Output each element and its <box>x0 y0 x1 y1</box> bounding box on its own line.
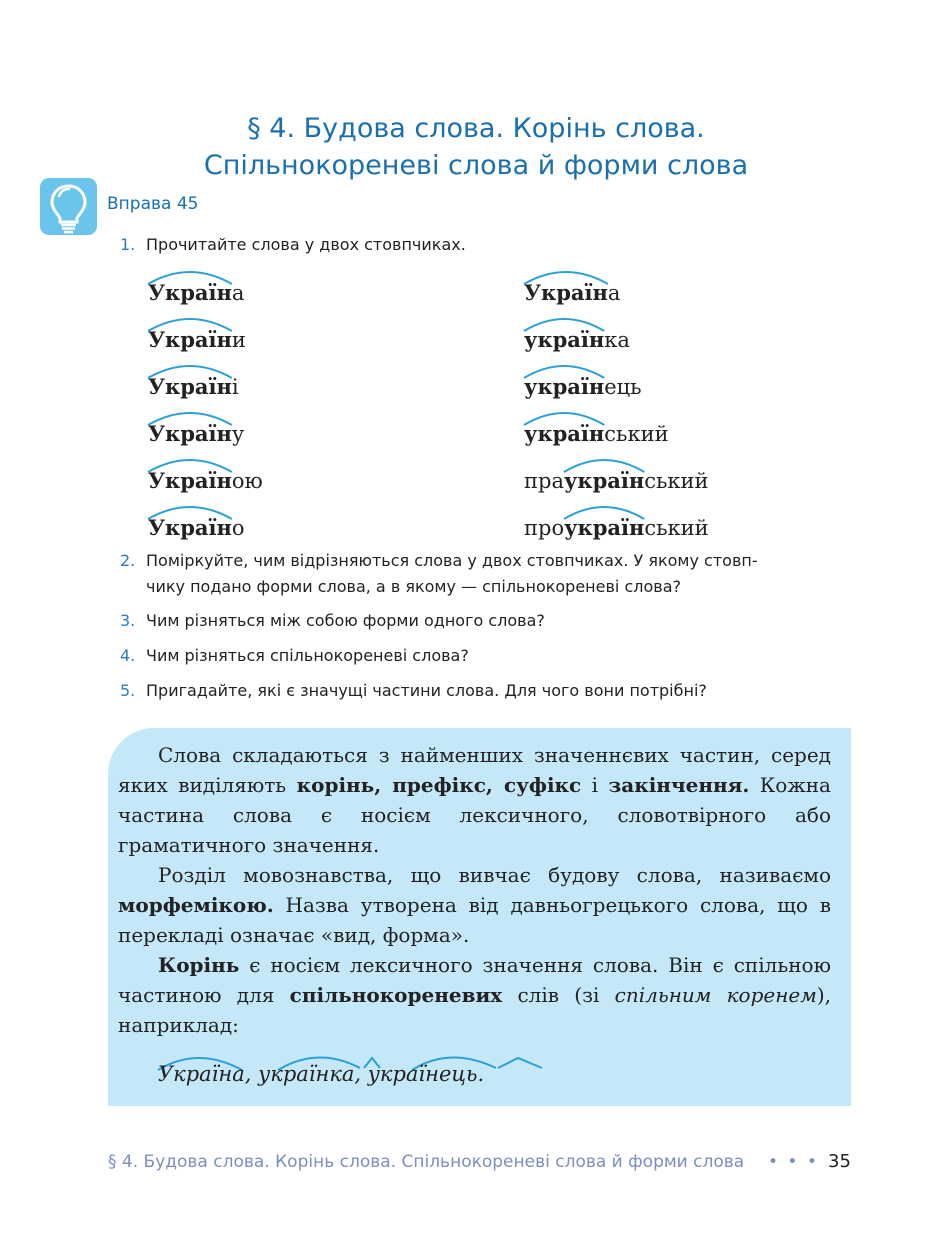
footer-dots: • • • <box>768 1152 819 1172</box>
question-1: 1. Прочитайте слова у двох стовпчиках. <box>120 235 466 254</box>
page-title-line-2: Спільнокореневі слова й форми слова <box>203 150 749 181</box>
root-arc <box>146 358 234 380</box>
word-root: україн <box>524 327 605 352</box>
word-rest: ка <box>604 328 630 352</box>
word-rest: ський <box>644 516 709 540</box>
word-prefix: пра <box>524 469 564 493</box>
rule-paragraph-1: Слова складаються з найменших значеннєвих частин, серед яких виділяють корінь, префікс, суфікс і закінчення. Кожна частина слова є носієм лексичного, словотвірного або граматичного значення. <box>118 743 831 857</box>
rule-text <box>118 740 831 1040</box>
root-arc <box>522 264 610 286</box>
word-ending: і <box>231 375 239 399</box>
question-4: 4. Чим різняться спільнокореневі слова? <box>120 646 469 665</box>
word-root: Україн <box>148 280 232 305</box>
word-root: україн <box>563 468 645 493</box>
root-arc <box>522 358 606 380</box>
root-arc <box>146 452 234 474</box>
word-root: Україн <box>524 280 608 305</box>
word-ending: у <box>231 422 245 446</box>
word-root: україн <box>524 421 605 446</box>
word-root: Україн <box>148 374 232 399</box>
word-ending: и <box>231 328 246 352</box>
word-root: Україн <box>148 327 232 352</box>
word-root: Україн <box>148 468 232 493</box>
word-root: україн <box>524 374 605 399</box>
question-2: 2. Поміркуйте, чим відрізняються слова у двох стовпчиках. У якому стовп- чику подано форми слова, а в якому — спільнокореневі слова? <box>120 551 758 596</box>
word-ending: а <box>231 281 245 305</box>
suffix-mark-2 <box>498 1058 542 1068</box>
rule-paragraph-2: Розділ мовознавства, що вивчає будову слова, називаємо морфемікою. Назва утворена від давньогрецького слова, що в перекладі означає «вид, форма». <box>118 863 831 947</box>
question-5: 5. Пригадайте, які є значущі частини слова. Для чого вони потрібні? <box>120 681 707 700</box>
rule-paragraph-3: Корінь є носієм лексичного значення слова. Він є спільною частиною для спільнокореневих слів (зі спільним коренем), наприклад: <box>118 953 831 1037</box>
footer-running-title: § 4. Будова слова. Корінь слова. Спільнокореневі слова й форми слова <box>108 1152 745 1172</box>
root-arc <box>562 452 646 474</box>
root-arc <box>146 264 234 286</box>
root-arc <box>522 405 606 427</box>
word-root: україн <box>564 515 645 540</box>
word-ending: ою <box>231 469 263 493</box>
word-ending: о <box>231 516 245 540</box>
root-arc <box>562 499 646 521</box>
exercise-label: Вправа 45 <box>107 194 199 214</box>
word-root: Україн <box>148 515 232 540</box>
root-arc <box>146 499 234 521</box>
root-arc <box>146 311 234 333</box>
word-prefix: про <box>524 516 565 540</box>
root-arc <box>146 405 234 427</box>
page-number: 35 <box>828 1151 851 1172</box>
question-3: 3. Чим різняться між собою форми одного слова? <box>120 611 545 630</box>
lightbulb-icon <box>40 178 97 235</box>
word-rest: ський <box>604 422 669 446</box>
example-words: Україна, українка, українець. <box>158 1062 485 1086</box>
root-arc <box>522 311 606 333</box>
page-title-line-1: § 4. Будова слова. Корінь слова. <box>247 113 705 144</box>
word-rest: ський <box>644 469 709 493</box>
word-root: Україн <box>148 421 232 446</box>
word-rest: ець <box>604 375 642 399</box>
word-rest: а <box>607 281 621 305</box>
